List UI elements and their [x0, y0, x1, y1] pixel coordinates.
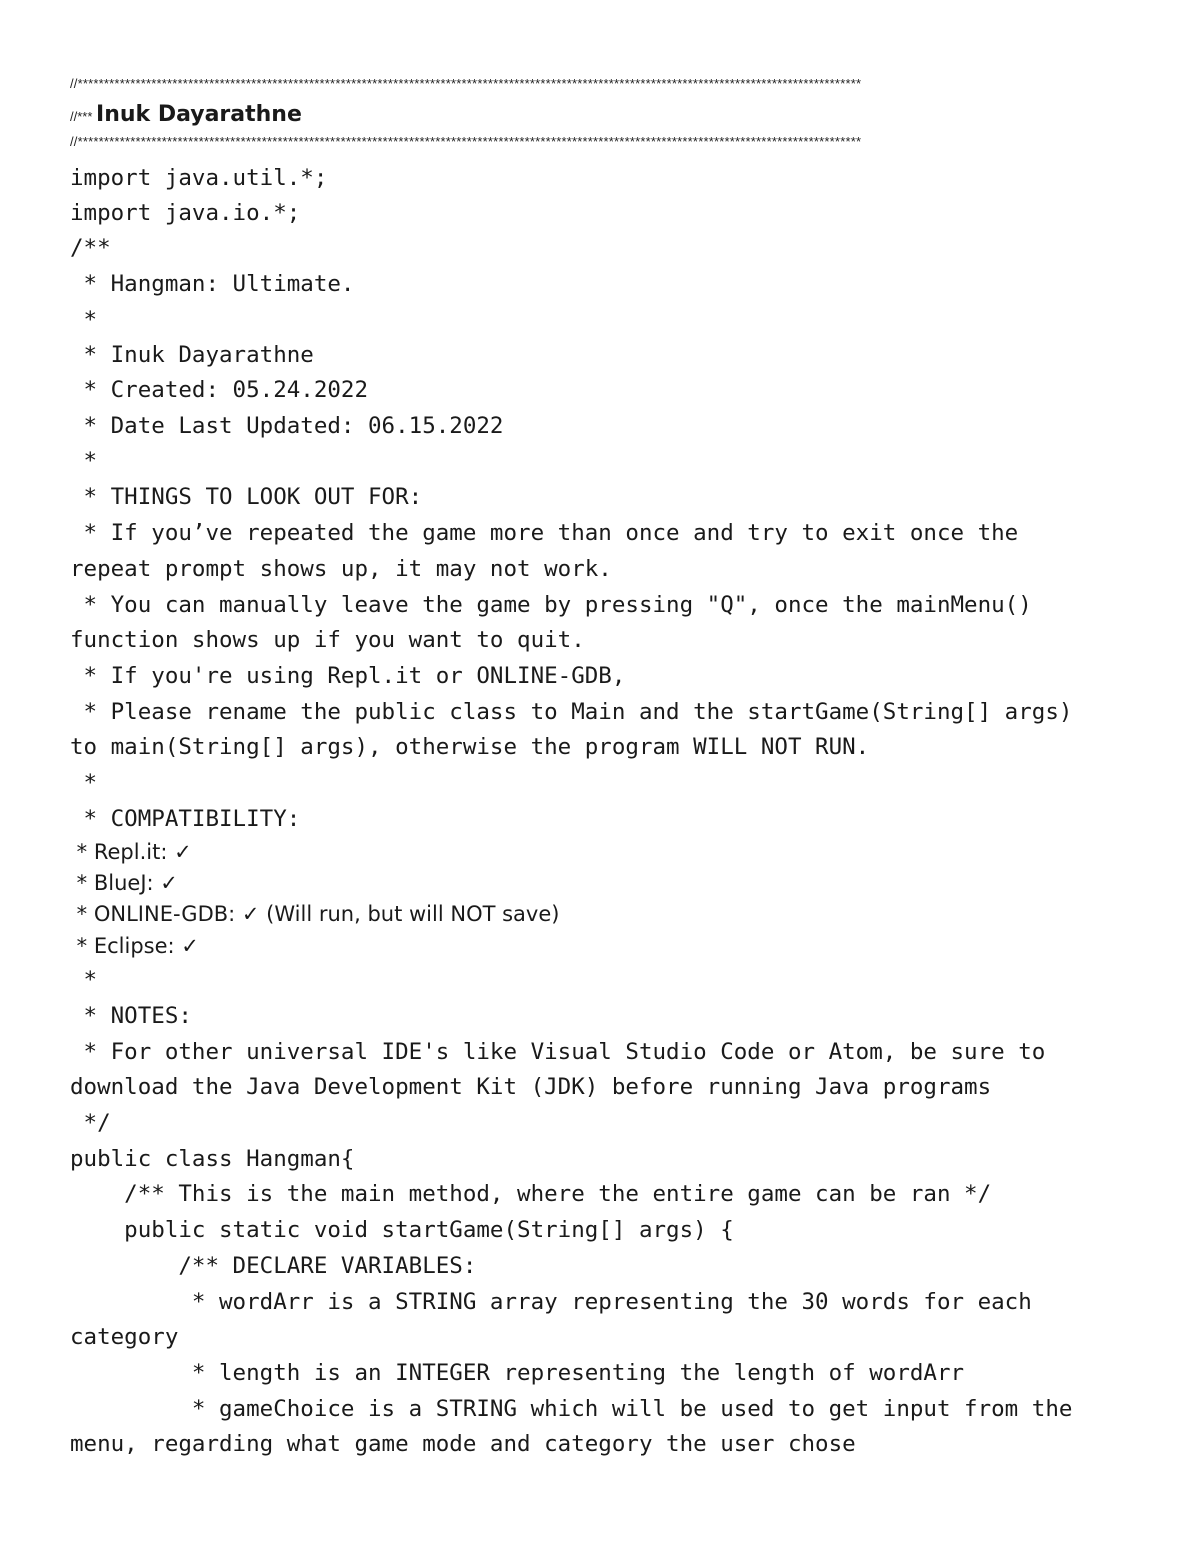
code-line: *	[70, 967, 98, 993]
code-line: public static void startGame(String[] args) {	[70, 1217, 734, 1243]
code-line: public class Hangman{	[70, 1146, 355, 1172]
code-line: * If you’ve repeated the game more than once and try to exit once the	[70, 520, 1019, 546]
code-line: to main(String[] args), otherwise the program WILL NOT RUN.	[70, 734, 870, 760]
code-line: * Please rename the public class to Main and the startGame(String[] args)	[70, 699, 1073, 725]
author-name-heading: Inuk Dayarathne	[96, 102, 302, 127]
code-line: * You can manually leave the game by pressing "Q", once the mainMenu()	[70, 592, 1032, 618]
code-line: *	[70, 307, 98, 333]
code-line: repeat prompt shows up, it may not work.	[70, 556, 612, 582]
code-line: * wordArr is a STRING array representing the 30 words for each	[70, 1289, 1032, 1315]
compat-line: * ONLINE-GDB: ✓ (Will run, but will NOT save)	[70, 902, 560, 926]
header-rule-top: //*****************************************************************************************************************************************************	[70, 76, 862, 91]
code-line: menu, regarding what game mode and category the user chose	[70, 1431, 856, 1457]
code-line: *	[70, 448, 98, 474]
code-line: * COMPATIBILITY:	[70, 806, 301, 832]
header-title-prefix: //***	[70, 109, 97, 124]
compat-line: * Repl.it: ✓	[70, 840, 192, 864]
compat-line: * Eclipse: ✓	[70, 934, 199, 958]
code-line: * If you're using Repl.it or ONLINE-GDB,	[70, 663, 626, 689]
code-line: /** DECLARE VARIABLES:	[70, 1253, 477, 1279]
compat-line: * BlueJ: ✓	[70, 871, 178, 895]
code-line: * Date Last Updated: 06.15.2022	[70, 413, 504, 439]
code-line: download the Java Development Kit (JDK) before running Java programs	[70, 1074, 992, 1100]
code-line: /**	[70, 235, 111, 261]
code-line: * gameChoice is a STRING which will be used to get input from the	[70, 1396, 1073, 1422]
code-line: * Hangman: Ultimate.	[70, 271, 355, 297]
code-line: *	[70, 770, 98, 796]
code-line: category	[70, 1324, 179, 1350]
header-rule-bottom: //*****************************************************************************************************************************************************	[70, 134, 862, 149]
code-line: import java.io.*;	[70, 200, 301, 226]
code-line: * length is an INTEGER representing the length of wordArr	[70, 1360, 965, 1386]
code-line: * NOTES:	[70, 1003, 192, 1029]
code-line: import java.util.*;	[70, 165, 328, 191]
code-line: /** This is the main method, where the entire game can be ran */	[70, 1181, 992, 1207]
code-line: * For other universal IDE's like Visual Studio Code or Atom, be sure to	[70, 1039, 1046, 1065]
code-line: * Created: 05.24.2022	[70, 377, 369, 403]
code-line: * THINGS TO LOOK OUT FOR:	[70, 484, 423, 510]
header-title	[70, 100, 302, 131]
code-line: */	[70, 1110, 111, 1136]
code-line: function shows up if you want to quit.	[70, 627, 585, 653]
code-line: * Inuk Dayarathne	[70, 342, 314, 368]
